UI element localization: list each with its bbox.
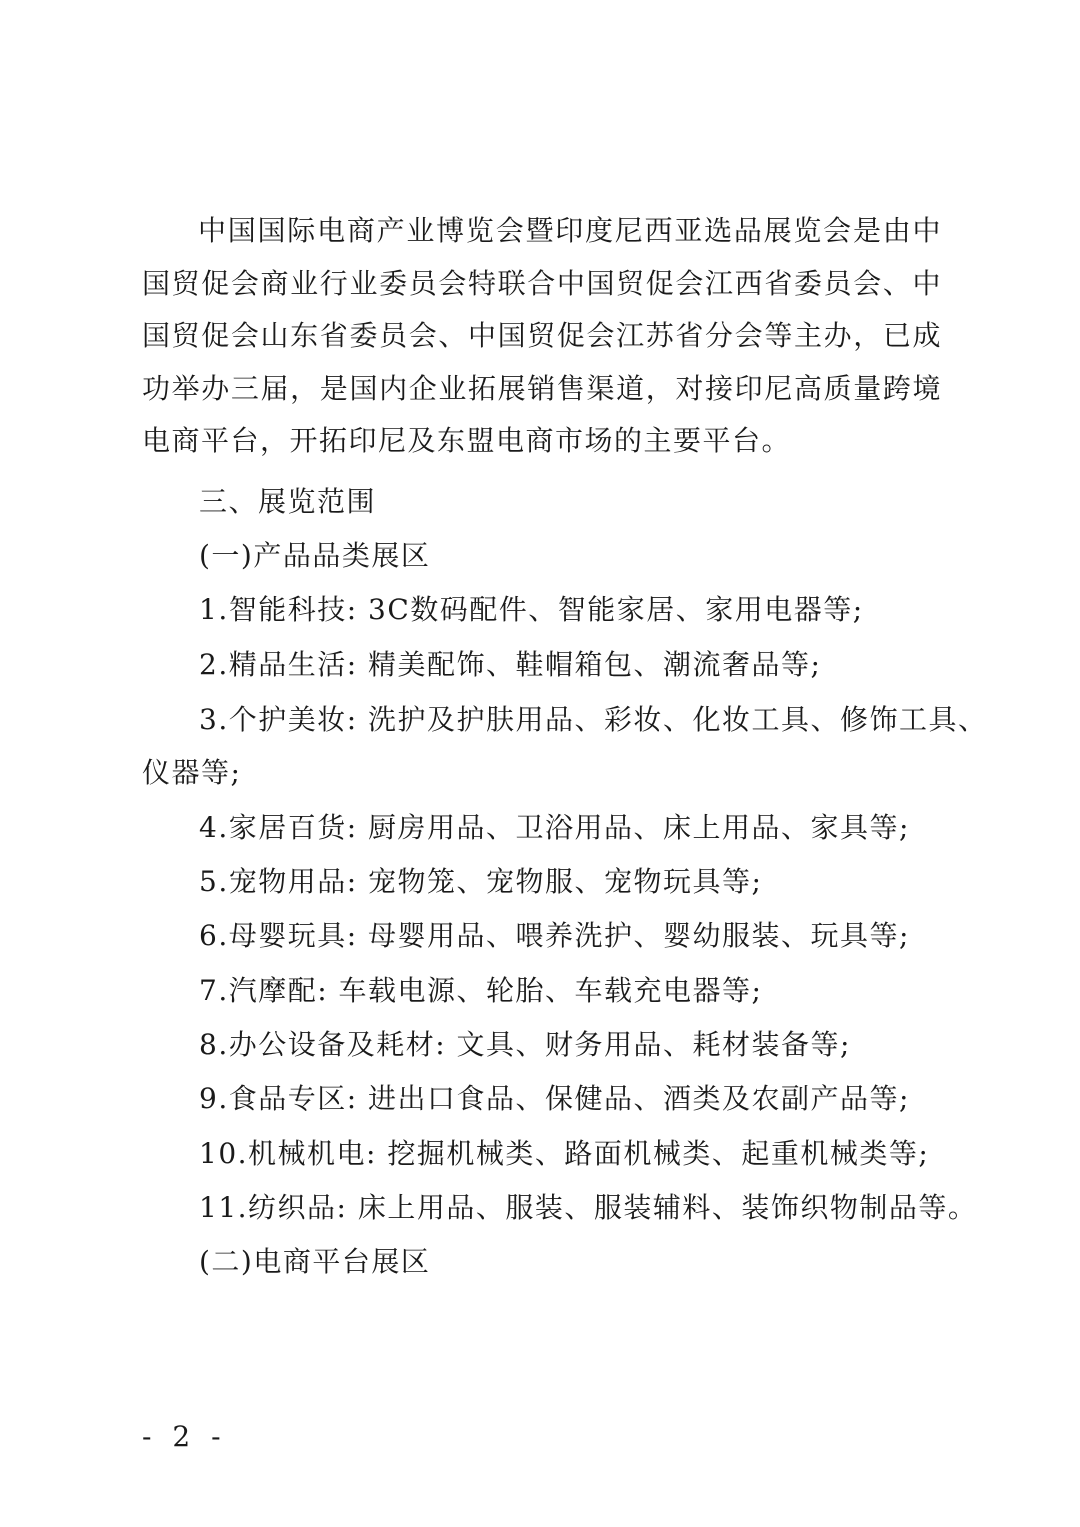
list-item: 11.纺织品: 床上用品、服装、服装辅料、装饰织物制品等。 — [199, 1191, 978, 1224]
list-item: 7.汽摩配: 车载电源、轮胎、车载充电器等; — [199, 974, 763, 1007]
subsection-product-categories: (一)产品品类展区 — [199, 539, 431, 572]
list-item: 8.办公设备及耗材: 文具、财务用品、耗材装备等; — [199, 1028, 851, 1061]
subsection-ecommerce-platforms: (二)电商平台展区 — [199, 1245, 431, 1278]
list-item: 5.宠物用品: 宠物笼、宠物服、宠物玩具等; — [199, 865, 763, 898]
list-item: 6.母婴玩具: 母婴用品、喂养洗护、婴幼服装、玩具等; — [199, 919, 910, 952]
page-number: - 2 - — [142, 1420, 227, 1453]
list-item: 4.家居百货: 厨房用品、卫浴用品、床上用品、家具等; — [199, 811, 910, 844]
intro-paragraph: 中国国际电商产业博览会暨印度尼西亚选品展览会是由中国贸促会商业行业委员会特联合中国贸促会江西省委员会、中国贸促会山东省委员会、中国贸促会江苏省分会等主办，已成功举办三届，是国内企业拓展销售渠道，对接印尼高质量跨境电商平台，开拓印尼及东盟电商市场的主要平台。 — [142, 214, 942, 457]
list-item: 10.机械机电: 挖掘机械类、路面机械类、起重机械类等; — [199, 1137, 930, 1170]
list-item: 1.智能科技: 3C数码配件、智能家居、家用电器等; — [199, 593, 864, 626]
list-item: 9.食品专区: 进出口食品、保健品、酒类及农副产品等; — [199, 1082, 910, 1115]
list-item: 2.精品生活: 精美配饰、鞋帽箱包、潮流奢品等; — [199, 648, 822, 681]
section-heading-exhibition-scope: 三、展览范围 — [199, 485, 377, 518]
list-item-continuation: 仪器等; — [142, 756, 242, 789]
list-item: 3.个护美妆: 洗护及护肤用品、彩妆、化妆工具、修饰工具、 — [199, 703, 988, 736]
